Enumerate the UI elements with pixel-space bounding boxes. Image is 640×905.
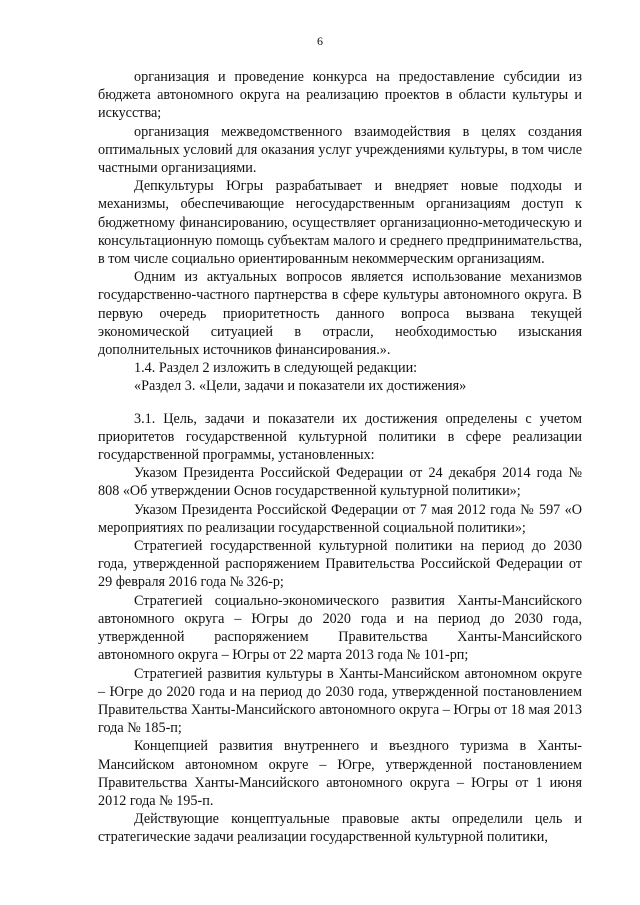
page-number: 6 <box>317 34 323 48</box>
paragraph: Концепцией развития внутреннего и въездного туризма в Ханты-Мансийском автономном округе – Югре, утвержденной постановлением Правительства Ханты-Мансийского автономного округа – Югры от 1 июня 2012 года № 195-п. <box>98 738 582 809</box>
paragraph: 1.4. Раздел 2 изложить в следующей редакции: <box>134 360 418 377</box>
paragraph: Стратегией социально-экономического развития Ханты-Мансийского автономного округа – Югры до 2020 года и на период до 2030 года, утвержденной распоряжением Правительства Ханты-Мансийского автономного округа – Югры от 22 марта 2013 года № 101-рп; <box>98 592 582 664</box>
paragraph: Действующие концептуальные правовые акты определили цель и стратегические задачи реализации государственной культурной политики, <box>98 811 582 846</box>
paragraph: Депкультуры Югры разрабатывает и внедряет новые подходы и механизмы, обеспечивающие негосударственным организациям доступ к бюджетному финансированию, осуществляет организационно-методическую и консультационную помощь субъектам малого и среднего предпринимательства, в том числе социально ориентированным некоммерческим организациям. <box>98 178 582 268</box>
paragraph: Одним из актуальных вопросов является использование механизмов государственно-частного партнерства в сфере культуры автономного округа. В первую очередь приоритетность данного вопроса вызвана текущей экономической ситуацией в отрасли, необходимостью изыскания дополнительных источников финансирования.». <box>98 269 582 359</box>
paragraph: Стратегией государственной культурной политики на период до 2030 года, утвержденной распоряжением Правительства Российской Федерации от 29 февраля 2016 года № 326-р; <box>98 538 582 591</box>
paragraph: организация и проведение конкурса на предоставление субсидии из бюджета автономного округа на реализацию проектов в области культуры и искусства; <box>98 69 582 122</box>
section-heading: «Раздел 3. «Цели, задачи и показатели их достижения» <box>134 378 467 395</box>
document-body <box>98 68 582 847</box>
paragraph: Указом Президента Российской Федерации от 7 мая 2012 года № 597 «О мероприятиях по реализации государственной социальной политики»; <box>98 501 582 536</box>
paragraph: организация межведомственного взаимодействия в целях создания оптимальных условий для оказания услуг учреждениями культуры, в том числе частными организациями. <box>98 123 582 177</box>
paragraph: Стратегией развития культуры в Ханты-Мансийском автономном округе – Югре до 2020 года и на период до 2030 года, утвержденной постановлением Правительства Ханты-Мансийского автономного округа – Югры от 18 мая 2013 года № 185-п; <box>98 665 582 737</box>
paragraph: Указом Президента Российской Федерации от 24 декабря 2014 года № 808 «Об утверждении Основ государственной культурной политики»; <box>98 465 582 500</box>
paragraph: 3.1. Цель, задачи и показатели их достижения определены с учетом приоритетов государственной культурной политики в сфере реализации государственной программы, установленных: <box>98 410 582 464</box>
